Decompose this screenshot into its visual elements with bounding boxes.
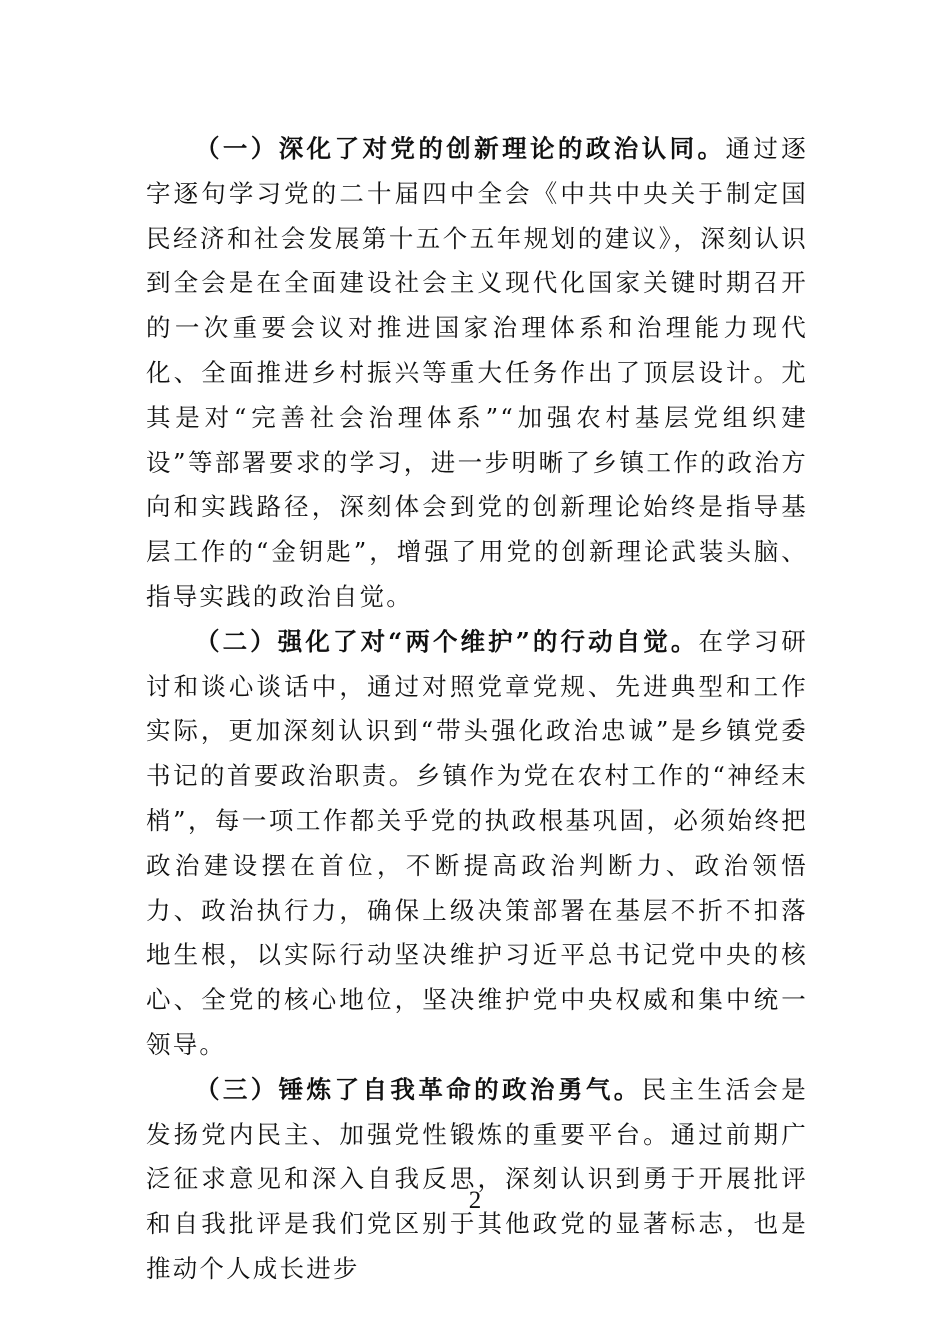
document-body	[146, 127, 808, 1292]
paragraph-3-text: 民主生活会是发扬党内民主、加强党性锻炼的重要平台。通过前期广泛征求意见和深入自我反思，深刻认识到勇于开展批评和自我批评是我们党区别于其他政党的显著标志，也是推动个人成长进步	[146, 1074, 808, 1283]
page-number: 2	[468, 1187, 482, 1214]
paragraph-2-text: 在学习研讨和谈心谈话中，通过对照党章党规、先进典型和工作实际，更加深刻认识到“带头强化政治忠诚”是乡镇党委书记的首要政治职责。乡镇作为党在农村工作的“神经末梢”，每一项工作都关乎党的执政根基巩固，必须始终把政治建设摆在首位，不断提高政治判断力、政治领悟力、政治执行力，确保上级决策部署在基层不折不扣落地生根，以实际行动坚决维护习近平总书记党中央的核心、全党的核心地位，坚决维护党中央权威和集中统一领导。	[146, 626, 808, 1059]
paragraph-1-text: 通过逐字逐句学习党的二十届四中全会《中共中央关于制定国民经济和社会发展第十五个五年规划的建议》，深刻认识到全会是在全面建设社会主义现代化国家关键时期召开的一次重要会议对推进国家治理体系和治理能力现代化、全面推进乡村振兴等重大任务作出了顶层设计。尤其是对“完善社会治理体系”“加强农村基层党组织建设”等部署要求的学习，进一步明晰了乡镇工作的政治方向和实践路径，深刻体会到党的创新理论始终是指导基层工作的“金钥匙”，增强了用党的创新理论武装头脑、指导实践的政治自觉。	[146, 134, 808, 611]
paragraph-3-heading: （三）锤炼了自我革命的政治勇气。	[195, 1074, 642, 1104]
paragraph-1-heading: （一）深化了对党的创新理论的政治认同。	[195, 134, 726, 163]
paragraph-1	[146, 127, 808, 620]
paragraph-3	[146, 1068, 808, 1292]
paragraph-2-heading: （二）强化了对“两个维护”的行动自觉。	[195, 626, 699, 656]
paragraph-2	[146, 620, 808, 1068]
